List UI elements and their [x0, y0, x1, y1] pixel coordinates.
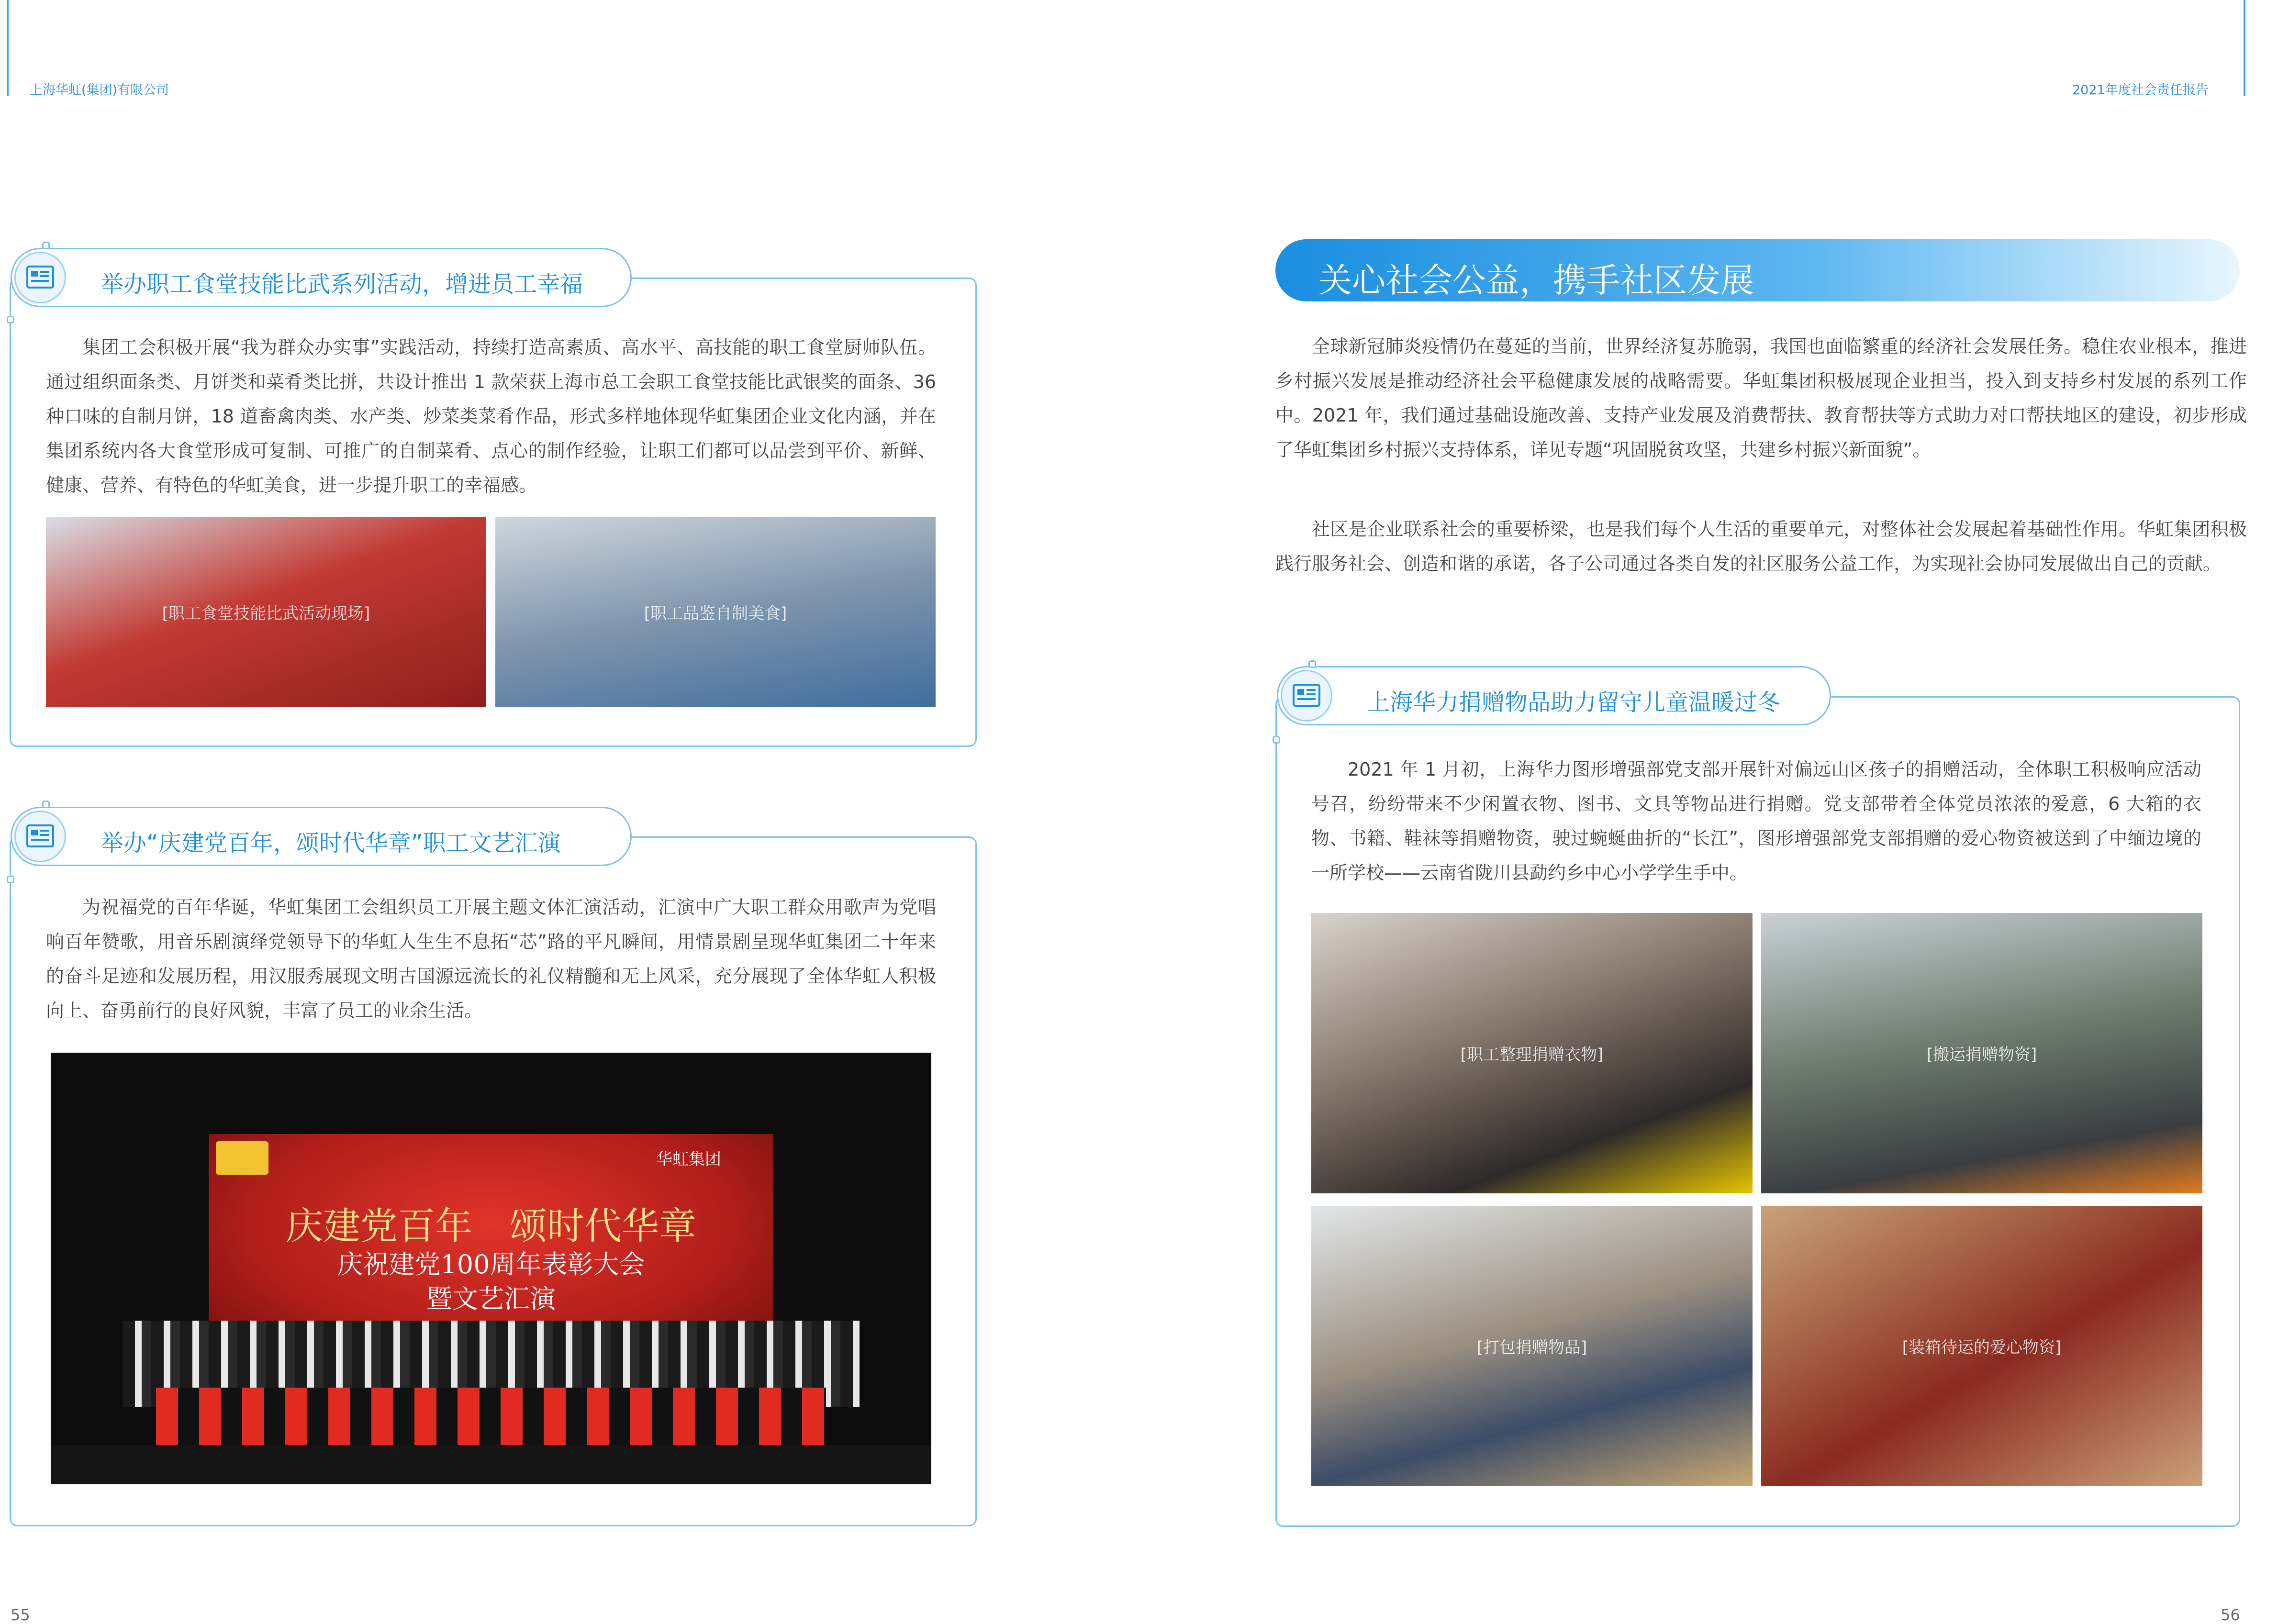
centenary-logo	[216, 1141, 268, 1175]
pill-dot	[1308, 660, 1316, 668]
photo-carrying-supplies: [搬运捐赠物资]	[1761, 913, 2202, 1193]
section-pill-donation	[1277, 666, 1831, 725]
card-dot	[1273, 736, 1280, 744]
document-icon	[14, 252, 66, 303]
document-icon	[1281, 670, 1332, 722]
card-dot	[7, 316, 14, 323]
photo-stage-performance	[51, 1053, 931, 1484]
stage-floor	[51, 1445, 931, 1484]
stage-dancers	[156, 1388, 826, 1445]
page-number-left: 55	[11, 1606, 30, 1624]
photo-packing-items: [打包捐赠物品]	[1311, 1206, 1753, 1486]
photo-food-tasting: [职工品鉴自制美食]	[495, 517, 936, 707]
section-body-canteen: 集团工会积极开展“我为群众办实事”实践活动，持续打造高素质、高水平、高技能的职工食堂厨师队伍。通过组织面条类、月饼类和菜肴类比拼，共设计推出 1 款荣获上海市总工会职工食堂技能比武银奖的面条、36 种口味的自制月饼，18 道畜禽肉类、水产类、炒菜类菜肴作品，形式多样地体现华虹集团企业文化内涵，并在集团系统内各大食堂形成可复制、可推广的自制菜肴、点心的制作经验，让职工们都可以品尝到平价、新鲜、健康、营养、有特色的华虹美食，进一步提升职工的幸福感。	[46, 337, 936, 496]
section-banner-community	[1275, 239, 2240, 301]
intro-paragraph-1: 全球新冠肺炎疫情仍在蔓延的当前，世界经济复苏脆弱，我国也面临繁重的经济社会发展任务。稳住农业根本，推进乡村振兴发展是推动经济社会平稳健康发展的战略需要。华虹集团积极展现企业担当，投入到支持乡村发展的系列工作中。2021 年，我们通过基础设施改善、支持产业发展及消费帮扶、教育帮扶等方式助力对口帮扶地区的建设，初步形成了华虹集团乡村振兴支持体系，详见专题“巩固脱贫攻坚，共建乡村振兴新面貌”。	[1275, 336, 2247, 460]
intro-paragraph-2: 社区是企业联系社会的重要桥梁，也是我们每个人生活的重要单元，对整体社会发展起着基础性作用。华虹集团积极践行服务社会、创造和谐的承诺，各子公司通过各类自发的社区服务公益工作，为实现社会协同发展做出自己的贡献。	[1275, 519, 2247, 574]
section-title-canteen: 举办职工食堂技能比武系列活动，增进员工幸福	[100, 271, 583, 298]
header-rule-left	[7, 0, 9, 96]
stage-subtitle-2: 暨文艺汇演	[426, 1284, 556, 1314]
header-report-title: 2021年度社会责任报告	[2072, 83, 2209, 98]
photo-canteen-competition: [职工食堂技能比武活动现场]	[46, 517, 486, 707]
section-title-performance: 举办“庆建党百年，颂时代华章”职工文艺汇演	[100, 830, 561, 856]
stage-slogan: 庆建党百年 颂时代华章	[285, 1205, 696, 1248]
header-rule-right	[2244, 0, 2245, 96]
section-body-donation: 2021 年 1 月初，上海华力图形增强部党支部开展针对偏远山区孩子的捐赠活动，全体职工积极响应活动号召，纷纷带来不少闲置衣物、图书、文具等物品进行捐赠。党支部带着全体党员浓浓的爱意，6 大箱的衣物、书籍、鞋袜等捐赠物资，驶过蜿蜒曲折的“长江”，图形增强部党支部捐赠的爱心物资被送到了中缅边境的一所学校——云南省陇川县勐约乡中心小学学生手中。	[1311, 759, 2201, 883]
section-body-performance: 为祝福党的百年华诞，华虹集团工会组织员工开展主题文体汇演活动，汇演中广大职工群众用歌声为党唱响百年赞歌，用音乐剧演绎党领导下的华虹人生生不息拓“芯”路的平凡瞬间，用情景剧呈现华虹集团二十年来的奋斗足迹和发展历程，用汉服秀展现文明古国源远流长的礼仪精髓和无上风采，充分展现了全体华虹人积极向上、奋勇前行的良好风貌，丰富了员工的业余生活。	[46, 897, 936, 1021]
page-number-right: 56	[2221, 1606, 2240, 1624]
section-title-donation: 上海华力捐赠物品助力留守儿童温暖过冬	[1367, 689, 1781, 716]
stage-brand-logo: 华虹集团	[656, 1150, 721, 1169]
section-pill-canteen	[11, 248, 632, 307]
pill-dot	[42, 242, 50, 249]
document-icon	[14, 811, 66, 862]
photo-packed-boxes: [装箱待运的爱心物资]	[1761, 1206, 2202, 1486]
photo-sorting-clothes: [职工整理捐赠衣物]	[1311, 913, 1753, 1193]
banner-title: 关心社会公益，携手社区发展	[1318, 261, 1754, 300]
pill-dot	[42, 801, 50, 808]
header-company: 上海华虹(集团)有限公司	[30, 83, 169, 98]
card-dot	[7, 876, 14, 883]
section-pill-performance	[11, 807, 632, 866]
stage-subtitle: 庆祝建党100周年表彰大会	[337, 1249, 645, 1279]
